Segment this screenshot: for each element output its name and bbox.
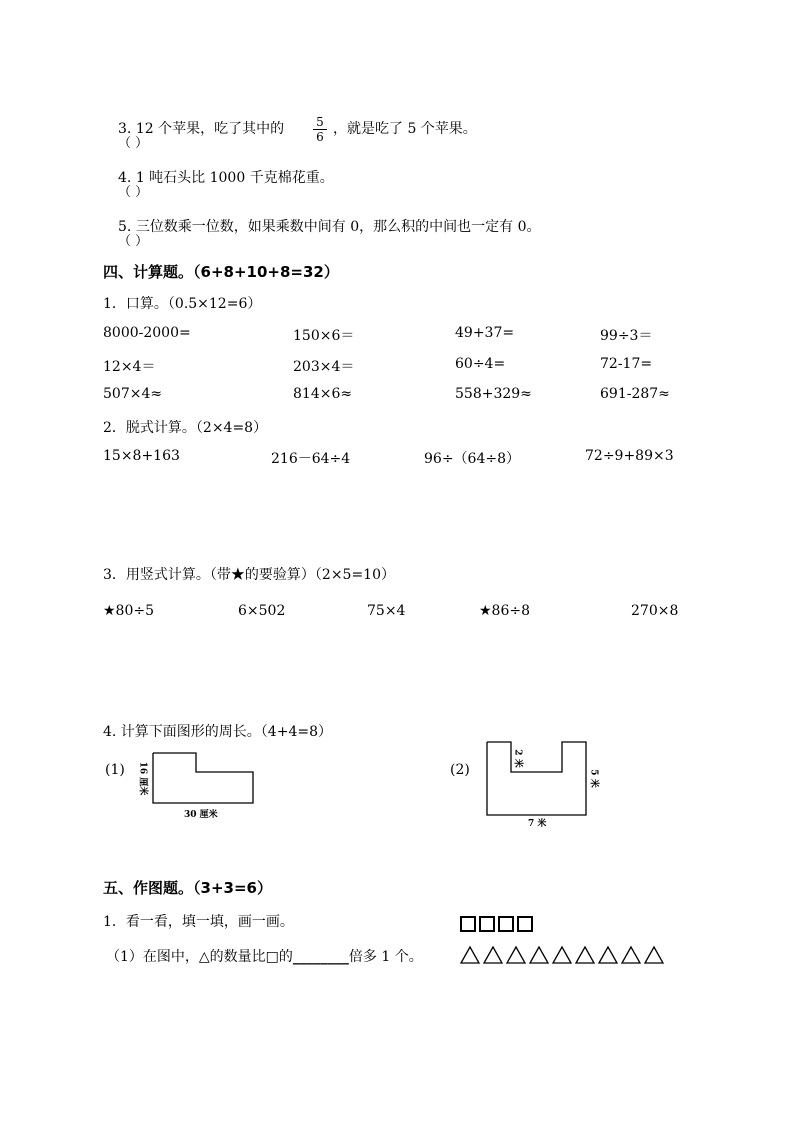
step-calc-2: 216－64÷4	[271, 451, 351, 467]
oral-calc-1-2: 60÷4=	[455, 356, 506, 372]
vertical-calc-2: 6×502	[238, 603, 286, 619]
oral-calc-0-2: 49+37=	[455, 325, 515, 341]
figure-2-inner-label: 2 米	[512, 749, 523, 768]
oral-calc-1-3: 72-17=	[600, 356, 653, 372]
oral-calc-0-0: 8000-2000=	[103, 325, 191, 341]
s5-q1-title: 1．看一看，填一填，画一画。	[103, 914, 294, 930]
vertical-calc-4: ★86÷8	[479, 603, 531, 619]
triangles-row	[460, 945, 666, 965]
item-number: 5.	[118, 219, 132, 235]
q2-title: 2．脱式计算。（2×4=8）	[103, 420, 268, 436]
figure-1-shape	[145, 750, 260, 810]
oral-calc-2-2: 558+329≈	[455, 386, 532, 402]
oral-calc-2-0: 507×4≈	[103, 386, 163, 402]
item-text: 1 吨石头比 1000 千克棉花重。	[135, 170, 334, 186]
q3-title: 3．用竖式计算。（带★的要验算）（2×5=10）	[103, 567, 395, 583]
answer-blank[interactable]: ________	[292, 949, 349, 965]
q1-title: 1．口算。（0.5×12=6）	[103, 296, 262, 312]
figure-2-shape	[482, 738, 592, 820]
figure-2-label: (2)	[450, 762, 470, 778]
step-calc-3: 96÷（64÷8）	[424, 451, 520, 467]
square-icon	[479, 916, 495, 932]
fraction-numerator: 5	[316, 115, 324, 129]
figure-2-side-label: 5 米	[588, 769, 599, 788]
item-text-after: ，就是吃了 5 个苹果。	[333, 121, 477, 137]
judge-item-4	[118, 167, 334, 187]
answer-parenthesis[interactable]: （ ）	[118, 136, 149, 151]
oral-calc-0-3: 99÷3＝	[600, 328, 653, 344]
item-text-before: 12 个苹果，吃了其中的	[135, 121, 285, 137]
vertical-calc-1: ★80÷5	[103, 603, 155, 619]
item-number: 3.	[118, 121, 132, 137]
step-calc-4: 72÷9+89×3	[585, 448, 674, 464]
oral-calc-2-1: 814×6≈	[293, 386, 353, 402]
fraction-5-6	[313, 115, 327, 144]
figure-1-label: (1)	[105, 762, 125, 778]
sub1-end: 倍多 1 个。	[348, 949, 423, 965]
squares-row	[460, 916, 536, 936]
oral-calc-1-1: 203×4＝	[293, 359, 355, 375]
square-icon	[498, 916, 514, 932]
s5-sub1	[106, 946, 423, 966]
section-4-title: 四、计算题。（6+8+10+8=32）	[103, 263, 339, 281]
figure-2-bottom-label: 7 米	[528, 819, 547, 829]
oral-calc-1-0: 12×4＝	[103, 359, 156, 375]
item-text: 三位数乘一位数，如果乘数中间有 0，那么积的中间也一定有 0。	[135, 219, 541, 235]
figure-1-side-label: 16 厘米	[137, 761, 148, 796]
judge-item-5	[118, 216, 541, 236]
q4-title: 4. 计算下面图形的周长。（4+4=8）	[103, 724, 332, 740]
answer-parenthesis[interactable]: （ ）	[118, 185, 149, 200]
section-5-title: 五、作图题。（3+3=6）	[103, 879, 272, 897]
item-number: 4.	[118, 170, 132, 186]
oral-calc-0-1: 150×6＝	[293, 328, 355, 344]
square-icon	[460, 916, 476, 932]
vertical-calc-5: 270×8	[631, 603, 679, 619]
fraction-denominator: 6	[313, 129, 327, 144]
oral-calc-2-3: 691-287≈	[600, 386, 670, 402]
answer-parenthesis[interactable]: （ ）	[118, 234, 149, 249]
vertical-calc-3: 75×4	[367, 603, 406, 619]
sub1-text: （1）在图中，△的数量比□的	[106, 949, 293, 965]
step-calc-1: 15×8+163	[103, 448, 180, 464]
square-icon	[517, 916, 533, 932]
figure-1-bottom-label: 30 厘米	[184, 810, 218, 820]
